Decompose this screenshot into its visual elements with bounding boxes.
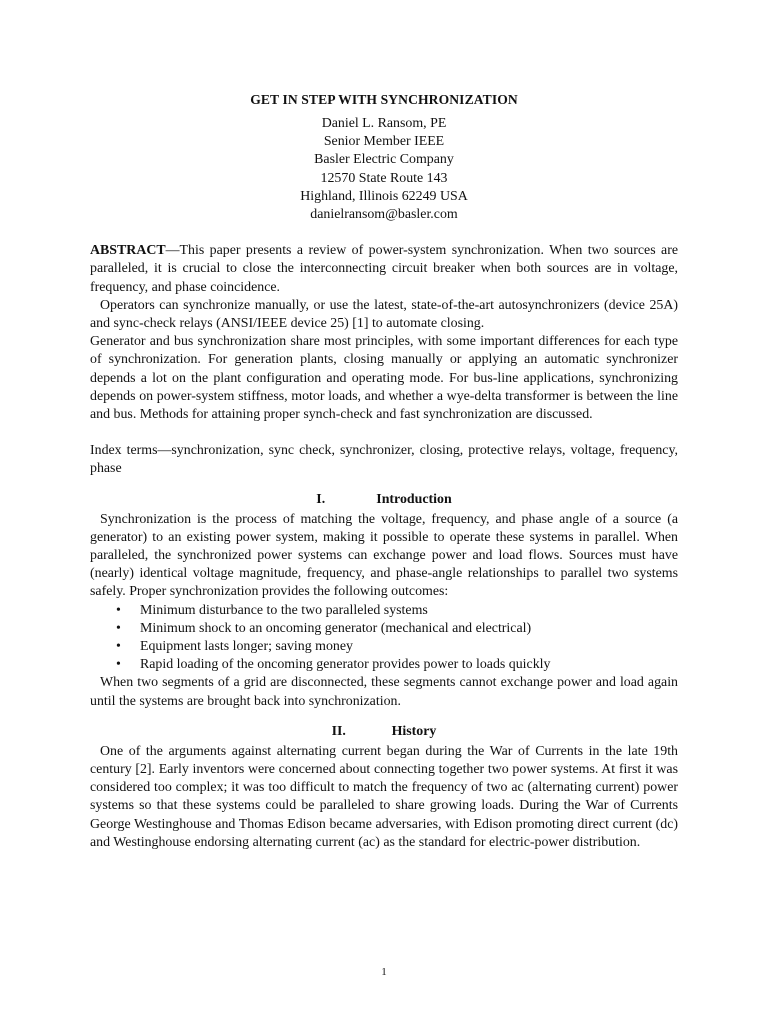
list-item: • Minimum disturbance to the two paralleled systems — [116, 602, 678, 620]
section-name: History — [391, 723, 437, 739]
author-title: Senior Member IEEE — [323, 134, 445, 150]
list-item: • Equipment lasts longer; saving money — [116, 638, 678, 656]
author-name: Daniel L. Ransom, PE — [321, 116, 447, 131]
page-number: 1 — [381, 966, 387, 978]
introduction-paragraph-2: When two segments of a grid are disconnected, these segments cannot exchange power and load again until the systems are brought back into synchronization. — [90, 675, 678, 709]
author-street: 12570 State Route 143 — [320, 170, 448, 186]
bullet-glyph: • — [116, 638, 121, 654]
section-heading-history — [90, 723, 678, 741]
author-city: Highland, Illinois 62249 USA — [300, 188, 468, 204]
section-heading-introduction — [90, 491, 678, 509]
paper-title: GET IN STEP WITH SYNCHRONIZATION — [250, 92, 518, 107]
section-number: I. — [316, 491, 326, 507]
list-item: • Rapid loading of the oncoming generator provides power to loads quickly — [116, 656, 678, 674]
spacer — [90, 424, 678, 442]
abstract-heading: ABSTRACT — [90, 243, 166, 259]
author-block — [90, 115, 678, 224]
abstract-paragraph-1 — [90, 242, 678, 297]
list-item: • Minimum shock to an oncoming generator (mechanical and electrical) — [116, 620, 678, 638]
section-name: Introduction — [376, 491, 452, 507]
index-terms: Index terms—synchronization, sync check, synchronizer, closing, protective relays, voltage, frequency, phase — [90, 443, 678, 477]
author-company: Basler Electric Company — [314, 152, 454, 168]
paper-page — [90, 91, 678, 852]
bullet-glyph: • — [116, 657, 121, 673]
abstract-paragraph-2: Operators can synchronize manually, or use the latest, state-of-the-art autosynchronizers (device 25A) and sync-check relays (ANSI/IEEE device 25) [1] to automate closing. — [90, 297, 678, 331]
section-number: II. — [331, 723, 346, 739]
author-email: danielransom@basler.com — [310, 206, 458, 222]
outcomes-list — [90, 602, 678, 675]
abstract-paragraph-3: Generator and bus synchronization share most principles, with some important differences for each type of synchronization. For generation plants, closing manually or applying an automatic synchronizer depends a lot on the plant configuration and operating mode. For bus-line applications, synchronizing depends on power-system stiffness, motor loads, and whether a wye-delta transformer is between the line and bus. Methods for attaining proper synch-check and fast synchronization are discussed. — [90, 334, 678, 422]
introduction-paragraph-1: Synchronization is the process of matching the voltage, frequency, and phase angle of a source (a generator) to an existing power system, making it possible to operate these systems in parallel. When paralleled, the synchronized power systems can exchange power and load flows. Sources must have (nearly) identical voltage magnitude, frequency, and phase-angle relationships to parallel two systems safely. Proper synchronization provides the following outcomes: — [90, 511, 678, 600]
spacer — [90, 224, 678, 242]
abstract-text-1: —This paper presents a review of power-system synchronization. When two sources are paralleled, it is crucial to close the interconnecting circuit breaker when both sources are in voltage, frequency, and phase coincidence. — [90, 243, 678, 295]
bullet-glyph: • — [116, 620, 121, 636]
history-paragraph-1: One of the arguments against alternating current began during the War of Currents in the late 19th century [2]. Early inventors were concerned about connecting together two power systems. At first it was considered too complex; it was too difficult to match the frequency of two ac (alternating current) power systems so that these systems could be paralleled to share growing loads. During the War of Currents George Westinghouse and Thomas Edison became adversaries, with Edison promoting direct current (dc) and Westinghouse endorsing alternating current (ac) as the standard for electric-power distribution. — [90, 743, 678, 850]
bullet-glyph: • — [116, 602, 121, 618]
